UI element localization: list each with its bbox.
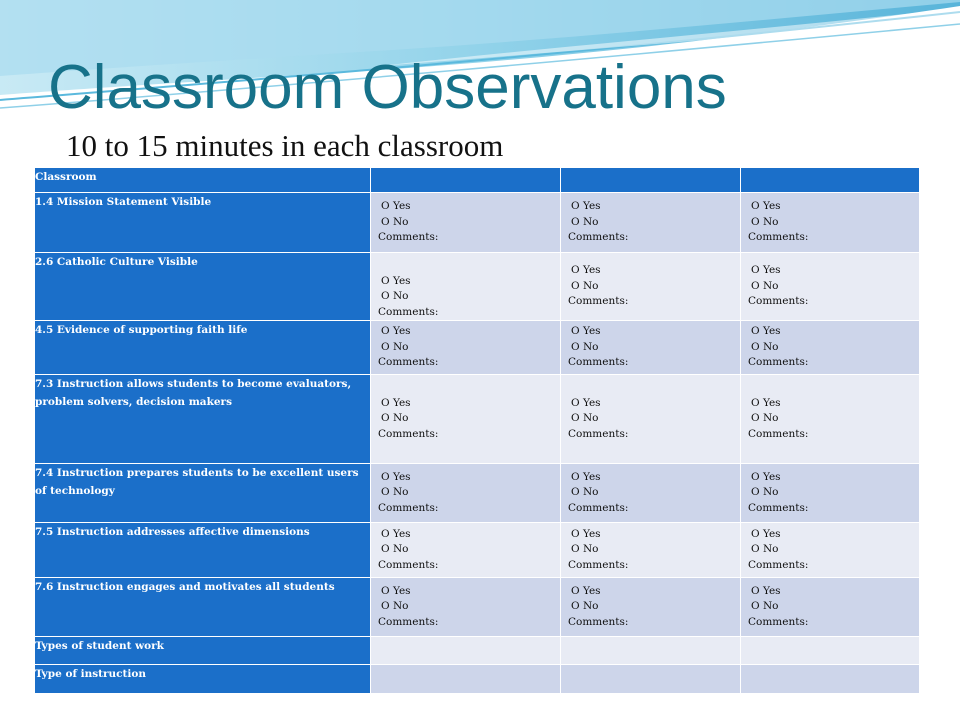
observation-table [34,167,920,694]
response-cell[interactable] [371,321,561,375]
row-label: 4.5 Evidence of supporting faith life [35,321,371,375]
classroom-column-3[interactable] [741,168,920,193]
response-cell[interactable] [561,375,741,464]
no-option[interactable]: O No [381,486,409,499]
comments-label: Comments: [378,427,439,440]
yes-option[interactable]: O Yes [381,527,411,540]
table-row [35,464,920,523]
no-option[interactable]: O No [381,412,409,425]
row-label: 1.4 Mission Statement Visible [35,193,371,253]
classroom-column-1[interactable] [371,168,561,193]
yes-option[interactable]: O Yes [751,200,781,213]
no-option[interactable]: O No [571,600,599,613]
comments-label: Comments: [568,501,629,514]
response-cell[interactable] [371,637,561,665]
row-label: 2.6 Catholic Culture Visible [35,253,371,321]
yes-option[interactable]: O Yes [381,325,411,338]
comments-label: Comments: [378,305,439,318]
no-option[interactable]: O No [751,543,779,556]
response-cell[interactable] [561,523,741,578]
yes-option[interactable]: O Yes [571,527,601,540]
comments-label: Comments: [568,615,629,628]
row-label: 7.3 Instruction allows students to become evaluators, problem solvers, decision makers [35,375,371,464]
no-option[interactable]: O No [571,543,599,556]
comments-label: Comments: [378,615,439,628]
comments-label: Comments: [748,295,809,308]
response-cell[interactable] [741,253,920,321]
row-label: 7.4 Instruction prepares students to be excellent users of technology [35,464,371,523]
row-label: Type of instruction [35,665,371,694]
yes-option[interactable]: O Yes [751,527,781,540]
comments-label: Comments: [748,558,809,571]
slide-title: Classroom Observations [48,53,727,122]
table-row [35,523,920,578]
yes-option[interactable]: O Yes [571,396,601,409]
response-cell[interactable] [741,637,920,665]
yes-option[interactable]: O Yes [751,470,781,483]
no-option[interactable]: O No [381,290,409,302]
yes-option[interactable]: O Yes [381,584,411,597]
table-row [35,578,920,637]
yes-option[interactable]: O Yes [381,200,411,213]
comments-label: Comments: [378,501,439,514]
no-option[interactable]: O No [751,412,779,425]
row-label: 7.5 Instruction addresses affective dimensions [35,523,371,578]
response-cell[interactable] [371,375,561,464]
yes-option[interactable]: O Yes [571,325,601,338]
table-row [35,637,920,665]
response-cell[interactable] [741,665,920,694]
table-row [35,375,920,464]
response-cell[interactable] [371,578,561,637]
comments-label: Comments: [568,427,629,440]
no-option[interactable]: O No [751,215,779,228]
response-cell[interactable] [371,464,561,523]
no-option[interactable]: O No [751,486,779,499]
comments-label: Comments: [378,356,439,369]
table-row [35,253,920,321]
row-label: Types of student work [35,637,371,665]
comments-label: Comments: [748,615,809,628]
no-option[interactable]: O No [381,340,409,353]
yes-option[interactable]: O Yes [381,470,411,483]
no-option[interactable]: O No [571,279,599,292]
response-cell[interactable] [561,578,741,637]
comments-label: Comments: [748,231,809,244]
table-row [35,321,920,375]
response-cell[interactable] [561,321,741,375]
table-row [35,665,920,694]
table-header-row [35,168,920,193]
no-option[interactable]: O No [381,215,409,228]
slide-subtitle: 10 to 15 minutes in each classroom [66,128,504,163]
comments-label: Comments: [568,295,629,308]
response-cell[interactable] [371,193,561,253]
response-cell[interactable] [741,193,920,253]
no-option[interactable]: O No [571,340,599,353]
yes-option[interactable]: O Yes [381,396,411,409]
comments-label: Comments: [568,231,629,244]
response-cell[interactable] [741,578,920,637]
no-option[interactable]: O No [751,600,779,613]
classroom-column-2[interactable] [561,168,741,193]
yes-option[interactable]: O Yes [571,470,601,483]
no-option[interactable]: O No [381,543,409,556]
comments-label: Comments: [378,231,439,244]
response-cell[interactable] [371,523,561,578]
no-option[interactable]: O No [751,279,779,292]
yes-option[interactable]: O Yes [571,200,601,213]
response-cell[interactable] [561,637,741,665]
comments-label: Comments: [568,356,629,369]
table-row [35,193,920,253]
response-cell[interactable] [561,253,741,321]
comments-label: Comments: [748,427,809,440]
response-cell[interactable] [561,193,741,253]
yes-option[interactable]: O Yes [751,325,781,338]
no-option[interactable]: O No [571,412,599,425]
response-cell[interactable] [741,375,920,464]
yes-option[interactable]: O Yes [381,274,411,287]
no-option[interactable]: O No [571,215,599,228]
yes-option[interactable]: O Yes [751,396,781,409]
comments-label: Comments: [378,558,439,571]
response-cell[interactable] [371,253,561,321]
yes-option[interactable]: O Yes [751,264,781,277]
yes-option[interactable]: O Yes [751,584,781,597]
response-cell[interactable] [371,665,561,694]
row-label: 7.6 Instruction engages and motivates all students [35,578,371,637]
classroom-header: Classroom [35,168,371,193]
no-option[interactable]: O No [381,600,409,613]
response-cell[interactable] [741,523,920,578]
no-option[interactable]: O No [751,340,779,353]
comments-label: Comments: [748,501,809,514]
no-option[interactable]: O No [571,486,599,499]
response-cell[interactable] [561,464,741,523]
response-cell[interactable] [741,321,920,375]
comments-label: Comments: [748,356,809,369]
yes-option[interactable]: O Yes [571,584,601,597]
response-cell[interactable] [741,464,920,523]
comments-label: Comments: [568,558,629,571]
yes-option[interactable]: O Yes [571,264,601,277]
response-cell[interactable] [561,665,741,694]
